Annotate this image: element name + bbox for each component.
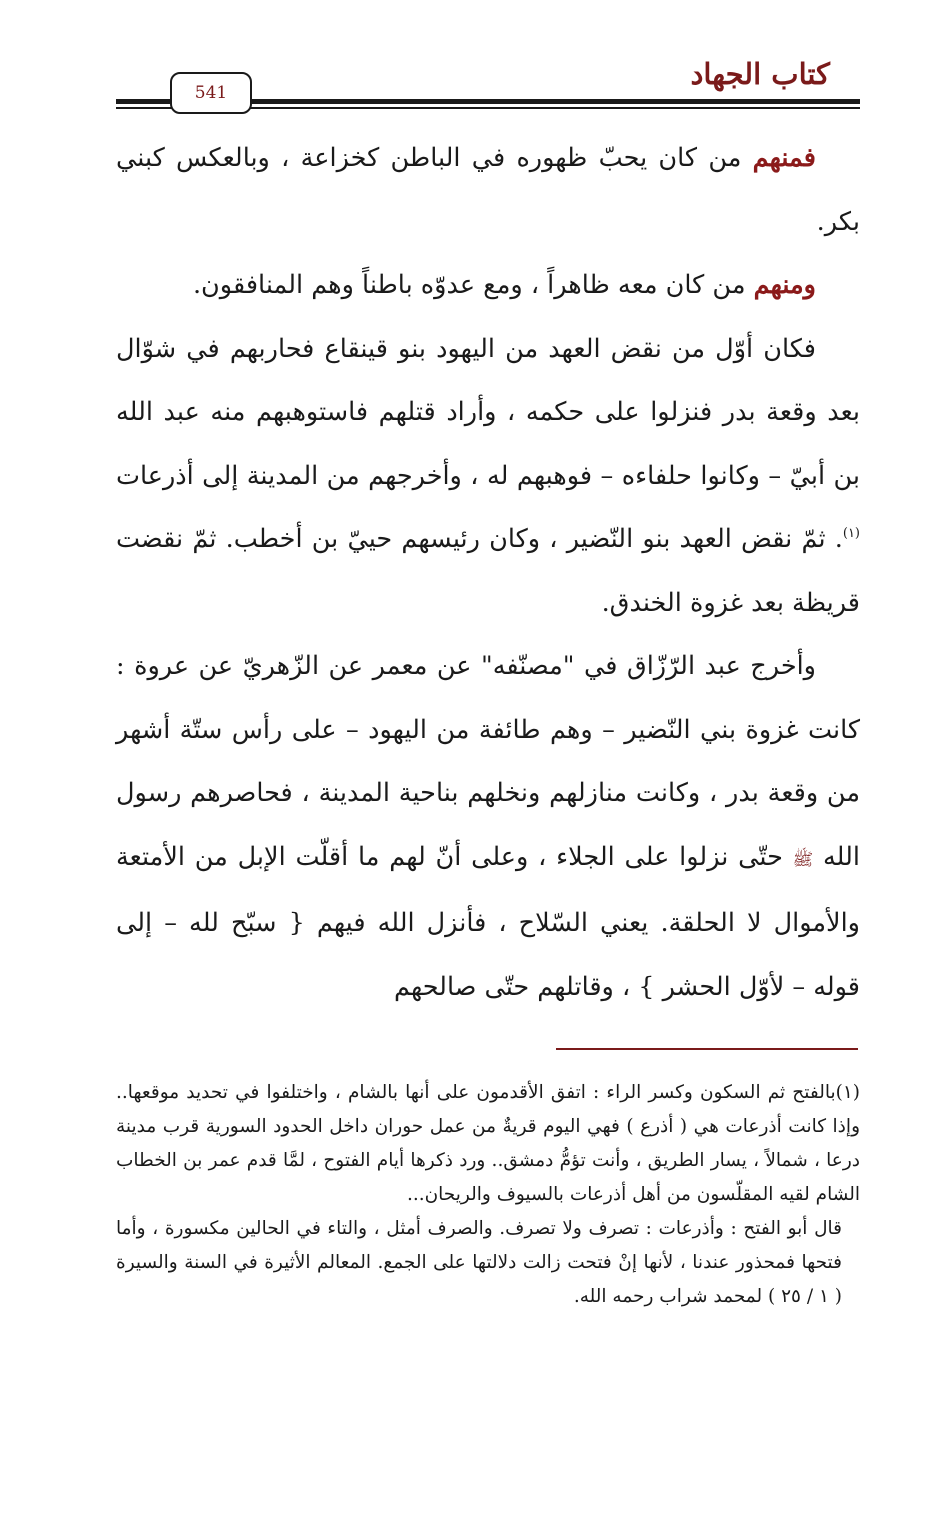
footnote-1-continuation: قال أبو الفتح : وأذرعات : تصرف ولا تصرف. والصرف أمثل ، والتاء في الحالين مكسورة ، وأما فتحها فمحذور عندنا ، لأنها إنْ فتحت زالت دلالتها على الجمع. المعالم الأثيرة في السنة والسيرة ( ١ / ٢٥ ) لمحمد شراب رحمه الله. [116,1218,842,1307]
salutation-symbol: ﷺ [792,849,814,870]
book-title: كتاب الجهاد [690,57,830,91]
paragraph-3-text-a: فكان أوّل من نقض العهد من اليهود بنو قينقاع فحاربهم في شوّال بعد وقعة بدر فنزلوا على حكمه ، وأراد قتلهم فاستوهبهم منه عبد الله بن أبيّ – وكانوا حلفاءه – فوهبهم له ، وأخرجهم من المدينة إلى أذرعات [116,333,860,491]
paragraph-4 [116,635,860,1019]
paragraph-2 [116,254,860,318]
paragraph-1-text: من كان يحبّ ظهوره في الباطن كخزاعة ، وبالعكس كبني بكر. [116,143,860,237]
footnote-divider [556,1048,858,1050]
footnote-1 [116,1076,860,1212]
page-number: 541 [170,72,252,114]
paragraph-1 [116,127,860,254]
paragraph-4-text-b: حتّى نزلوا على الجلاء ، وعلى أنّ لهم ما أقلّت الإبل من الأمتعة والأموال لا الحلقة. يعني السّلاح ، فأنزل الله فيهم { سبّح لله – إلى قوله – لأوّل الحشر } ، وقاتلهم حتّى صالحهم [116,841,860,1002]
keyword-fa-minhum: فمنهم [752,143,816,173]
keyword-wa-minhum: ومنهم [753,270,816,300]
paragraph-3 [116,318,860,636]
paragraph-4-text-a: وأخرج عبد الرّزّاق في "مصنّفه" عن معمر عن الزّهريّ عن عروة : كانت غزوة بني النّضير – وهم طائفة من اليهود – على رأس ستّة أشهر من وقعة بدر ، وكانت منازلهم ونخلهم بناحية المدينة ، فحاصرهم رسول الله [116,651,860,872]
main-text [116,127,860,1019]
footnotes [116,1076,860,1314]
paragraph-2-text: من كان معه ظاهراً ، ومع عدوّه باطناً وهم المنافقون. [192,270,754,300]
footnote-1-marker: (١) [835,1082,860,1103]
footnote-1-text: بالفتح ثم السكون وكسر الراء : اتفق الأقدمون على أنها بالشام ، واختلفوا في تحديد موقعها.. وإذا كانت أذرعات هي ( أذرع ) فهي اليوم قريةٌ من عمل حوران داخل الحدود السورية قرب مدينة درعا ، شمالاً ، يسار الطريق ، وأنت تؤمُّ دمشق.. ورد ذكرها أيام الفتوح ، لمَّا قدم عمر بن الخطاب الشام لقيه المقلّسون من أهل أذرعات بالسيوف والريحان... [116,1082,860,1205]
page-header [116,48,860,110]
footnote-ref-1[interactable]: (١) [842,526,860,541]
paragraph-3-text-b: . ثمّ نقض العهد بنو النّضير ، وكان رئيسهم حييّ بن أخطب. ثمّ نقضت قريظة بعد غزوة الخندق. [116,524,860,618]
